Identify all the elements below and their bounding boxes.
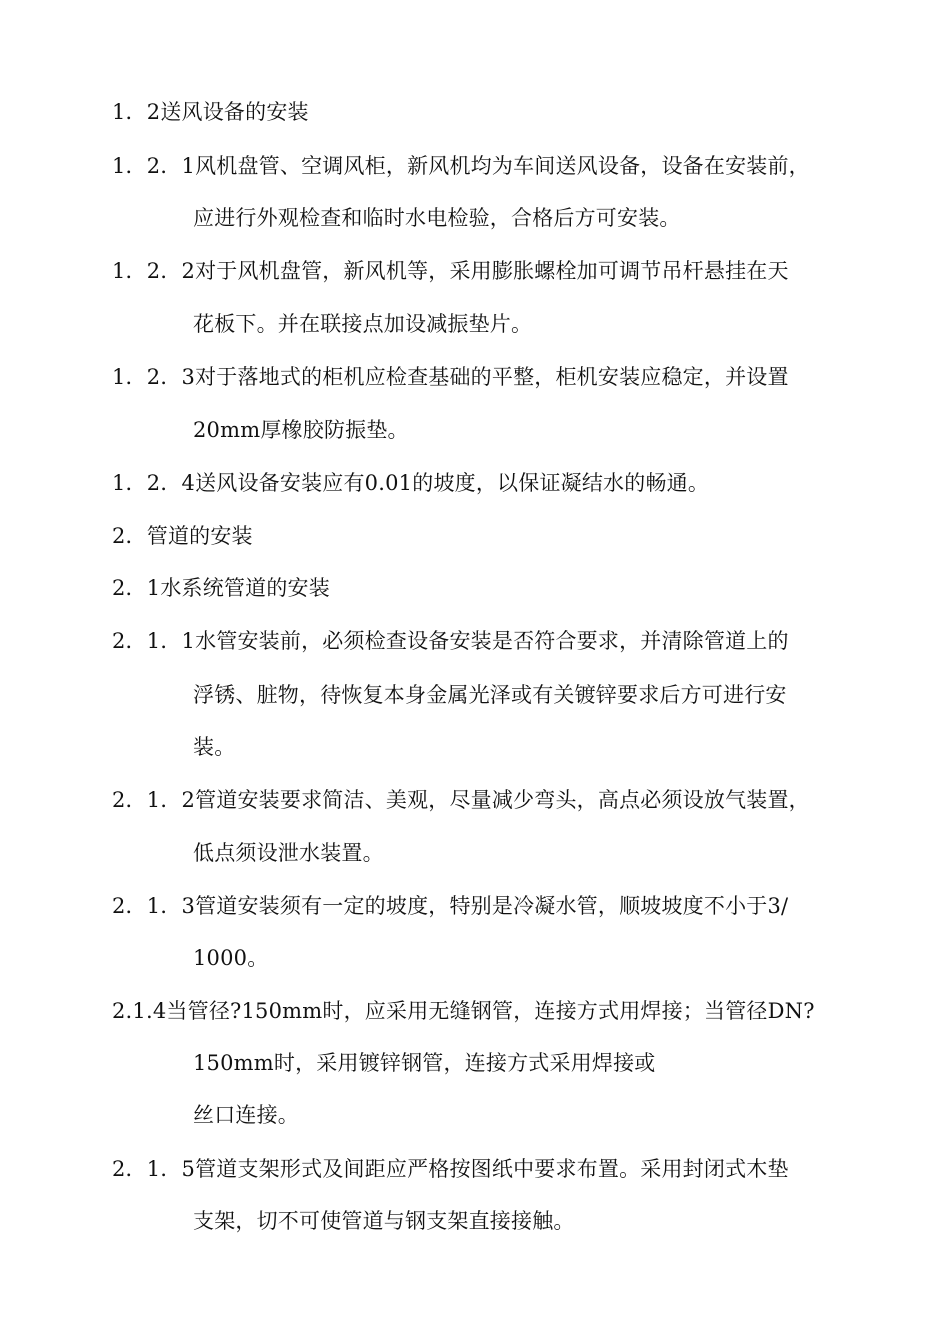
paragraph-1-2-1-line-1: 1．2．1风机盘管、空调风柜，新风机均为车间送风设备，设备在安装前，: [112, 154, 810, 178]
paragraph-2-1-3-line-2: 1000。: [193, 946, 269, 970]
paragraph-2-1-1-line-2: 浮锈、脏物，待恢复本身金属光泽或有关镀锌要求后方可进行安: [193, 683, 787, 707]
paragraph-2-1-5-line-2: 支架，切不可使管道与钢支架直接接触。: [193, 1209, 575, 1233]
paragraph-1-2-3-line-2: 20mm厚橡胶防振垫。: [193, 418, 409, 442]
paragraph-1-2-4: 1．2．4送风设备安装应有0.01的坡度，以保证凝结水的畅通。: [112, 471, 710, 495]
section-heading-1-2: 1．2送风设备的安装: [112, 100, 309, 124]
paragraph-1-2-3-line-1: 1．2．3对于落地式的柜机应检查基础的平整，柜机安装应稳定，并设置: [112, 365, 789, 389]
paragraph-2-1-1-line-1: 2．1．1水管安装前，必须检查设备安装是否符合要求，并清除管道上的: [112, 629, 789, 653]
section-heading-2-1: 2．1水系统管道的安装: [112, 576, 330, 600]
paragraph-1-2-1-line-2: 应进行外观检查和临时水电检验，合格后方可安装。: [193, 206, 681, 230]
paragraph-1-2-2-line-1: 1．2．2对于风机盘管，新风机等，采用膨胀螺栓加可调节吊杆悬挂在天: [112, 259, 789, 283]
paragraph-2-1-4-line-2: 150mm时，采用镀锌钢管，连接方式采用焊接或: [193, 1051, 656, 1075]
paragraph-2-1-4-line-3: 丝口连接。: [193, 1103, 299, 1127]
paragraph-2-1-5-line-1: 2．1．5管道支架形式及间距应严格按图纸中要求布置。采用封闭式木垫: [112, 1157, 789, 1181]
paragraph-2-1-2-line-2: 低点须设泄水装置。: [193, 841, 384, 865]
paragraph-1-2-2-line-2: 花板下。并在联接点加设减振垫片。: [193, 312, 533, 336]
section-heading-2: 2．管道的安装: [112, 524, 253, 548]
paragraph-2-1-1-line-3: 装。: [193, 735, 236, 759]
paragraph-2-1-3-line-1: 2．1．3管道安装须有一定的坡度，特别是冷凝水管，顺坡坡度不小于3/: [112, 894, 789, 918]
paragraph-2-1-4-line-1: 2.1.4当管径?150mm时，应采用无缝钢管，连接方式用焊接；当管径DN?: [112, 999, 815, 1023]
paragraph-2-1-2-line-1: 2．1．2管道安装要求简洁、美观，尽量减少弯头，高点必须设放气装置，: [112, 788, 810, 812]
